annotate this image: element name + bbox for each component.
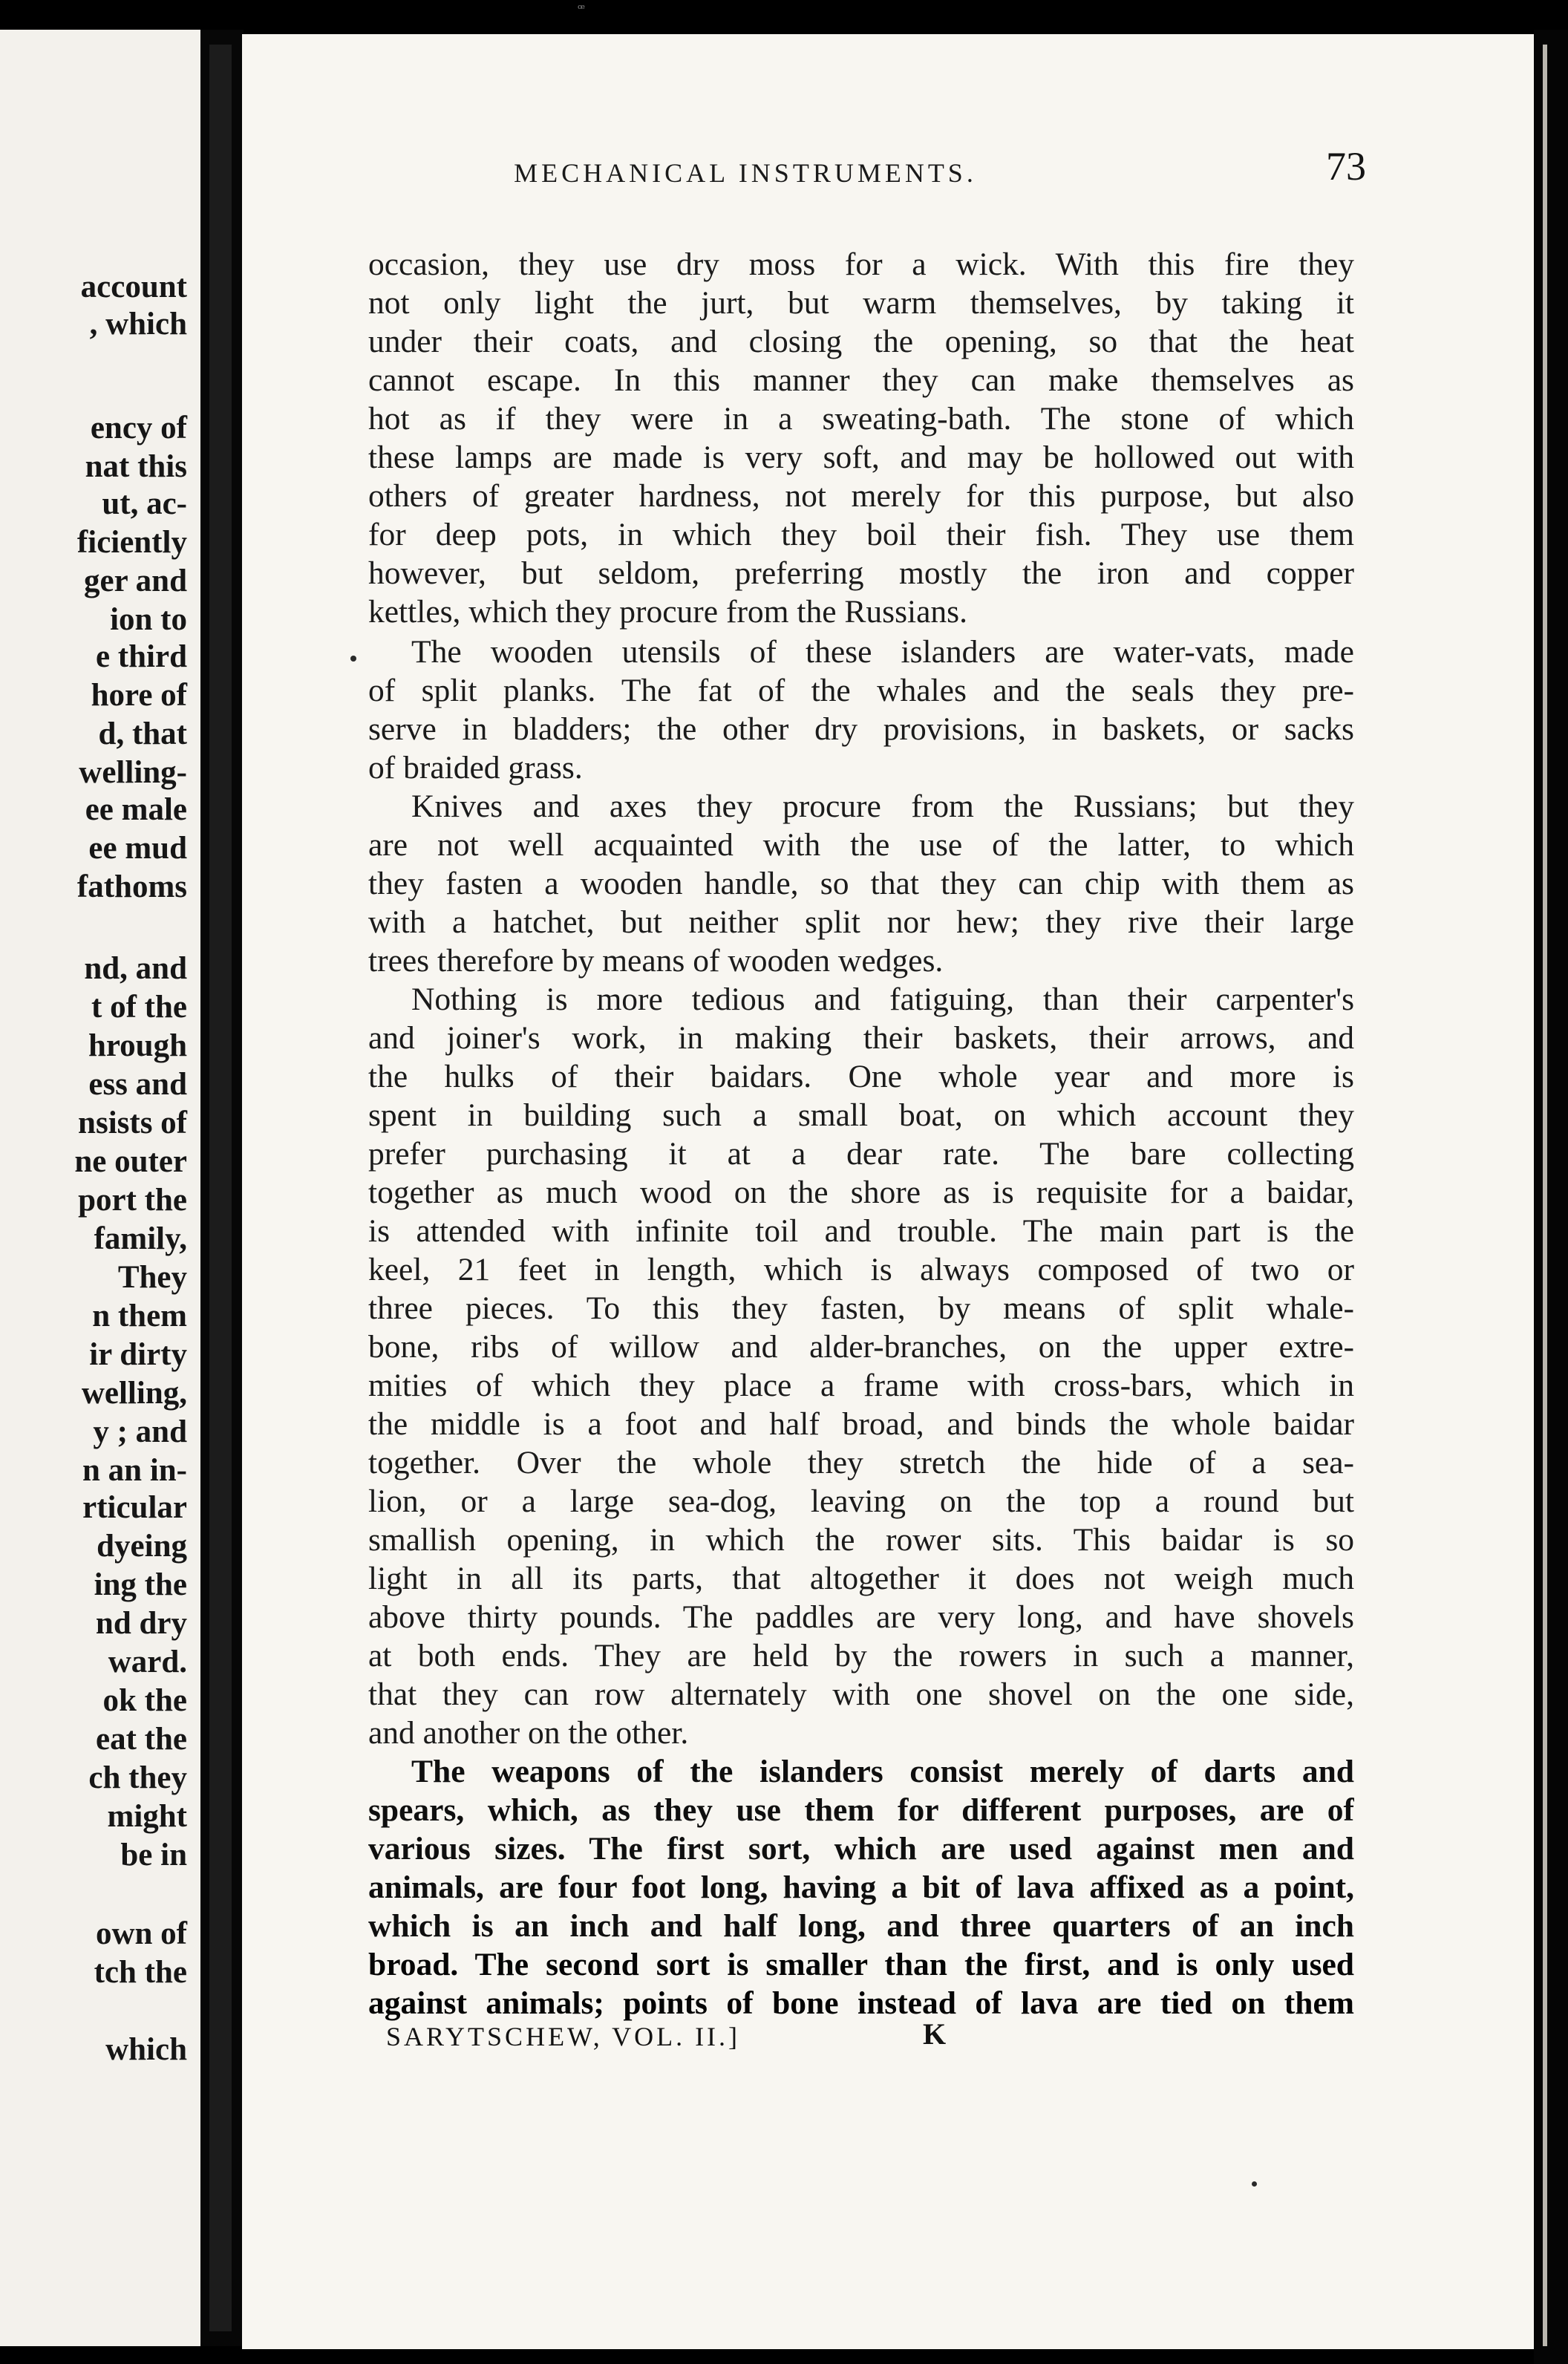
body-line: are not well acquainted with the use of the latter, to which: [368, 827, 1354, 863]
body-line: of braided grass.: [368, 750, 583, 786]
scan-artifact-mark: ꟹ: [578, 3, 585, 16]
paragraph-start: Knives and axes they procure from the Russians; but they: [411, 788, 1354, 824]
body-line: and joiner's work, in making their baskets, their arrows, and: [368, 1020, 1354, 1056]
body-line: others of greater hardness, not merely for this purpose, but also: [368, 478, 1354, 514]
left-fragment: ut, ac-: [102, 486, 187, 521]
left-fragment: t of the: [91, 990, 187, 1025]
page-edge-line: [1543, 45, 1547, 2346]
body-line: prefer purchasing it at a dear rate. The bare collecting: [368, 1136, 1354, 1172]
body-line: serve in bladders; the other dry provisions, in baskets, or sacks: [368, 711, 1354, 747]
left-fragment: nsists of: [78, 1106, 187, 1140]
body-line: these lamps are made is very soft, and may be hollowed out with: [368, 440, 1354, 475]
body-line: lion, or a large sea-dog, leaving on the top a round but: [368, 1483, 1354, 1519]
paragraph-start: The weapons of the islanders consist merely of darts and: [411, 1754, 1354, 1789]
left-fragment: welling,: [81, 1376, 187, 1411]
left-fragment: ee mud: [88, 831, 187, 866]
left-fragment: They: [117, 1260, 187, 1295]
left-fragment: be in: [120, 1838, 187, 1872]
body-line: hot as if they were in a sweating-bath. The stone of which: [368, 401, 1354, 437]
body-line: which is an inch and half long, and three quarters of an inch: [368, 1908, 1354, 1944]
left-fragment: hrough: [88, 1028, 187, 1063]
left-fragment: port the: [78, 1183, 187, 1218]
body-line: cannot escape. In this manner they can make themselves as: [368, 362, 1354, 398]
signature-line: SARYTSCHEW, VOL. II.]: [386, 2022, 741, 2051]
left-fragment: which: [105, 2032, 187, 2067]
body-line: keel, 21 feet in length, which is always composed of two or: [368, 1252, 1354, 1287]
body-line: three pieces. To this they fasten, by means of split whale-: [368, 1290, 1354, 1326]
left-fragment: welling-: [79, 755, 187, 790]
page-edge: [1534, 30, 1568, 2364]
left-fragment: hore of: [91, 678, 187, 713]
left-fragment: y ; and: [93, 1414, 187, 1449]
body-line: the middle is a foot and half broad, and binds the whole baidar: [368, 1406, 1354, 1442]
left-fragment: n an in-: [82, 1453, 187, 1488]
body-line: various sizes. The first sort, which are used against men and: [368, 1831, 1354, 1867]
left-fragment: d, that: [98, 716, 187, 751]
body-line: of split planks. The fat of the whales and the seals they pre-: [368, 673, 1354, 708]
page-number: 73: [1326, 144, 1366, 189]
body-line: however, but seldom, preferring mostly the iron and copper: [368, 555, 1354, 591]
body-line: occasion, they use dry moss for a wick. With this fire they: [368, 246, 1354, 282]
body-line: not only light the jurt, but warm themselves, by taking it: [368, 285, 1354, 321]
left-fragment: family,: [94, 1221, 187, 1256]
left-fragment: eat the: [96, 1722, 187, 1757]
body-line: the hulks of their baidars. One whole year and more is: [368, 1059, 1354, 1094]
left-fragment: nat this: [85, 449, 187, 484]
stray-dot: [1252, 2181, 1257, 2187]
gutter-shadow: [209, 45, 232, 2331]
body-line: together. Over the whole they stretch the hide of a sea-: [368, 1445, 1354, 1480]
body-line: spent in building such a small boat, on which account they: [368, 1097, 1354, 1133]
body-line: trees therefore by means of wooden wedges.: [368, 943, 944, 979]
left-fragment: ion to: [110, 602, 187, 637]
body-line: bone, ribs of willow and alder-branches, on the upper extre-: [368, 1329, 1354, 1365]
left-facing-page: [0, 30, 200, 2346]
left-fragment: ch they: [88, 1760, 187, 1795]
left-fragment: ger and: [84, 564, 187, 598]
body-line: smallish opening, in which the rower sits. This baidar is so: [368, 1522, 1354, 1558]
paragraph-start: The wooden utensils of these islanders are water-vats, made: [411, 634, 1354, 670]
body-line: broad. The second sort is smaller than the first, and is only used: [368, 1947, 1354, 1982]
body-line: they fasten a wooden handle, so that they can chip with them as: [368, 866, 1354, 901]
left-fragment: ficiently: [76, 525, 187, 560]
left-fragment: ess and: [88, 1067, 187, 1102]
body-line: under their coats, and closing the opening, so that the heat: [368, 324, 1354, 359]
left-fragment: ing the: [94, 1567, 187, 1602]
left-fragment: rticular: [82, 1490, 187, 1525]
body-line: and another on the other.: [368, 1715, 689, 1751]
left-fragment: , which: [89, 307, 187, 342]
left-fragment: ok the: [102, 1683, 187, 1718]
left-fragment: n them: [92, 1299, 187, 1333]
left-fragment: ward.: [108, 1645, 187, 1679]
left-fragment: ir dirty: [89, 1337, 187, 1372]
body-line: together as much wood on the shore as is requisite for a baidar,: [368, 1175, 1354, 1210]
body-line: kettles, which they procure from the Russians.: [368, 594, 967, 630]
left-fragment: own of: [95, 1916, 187, 1951]
body-line: with a hatchet, but neither split nor hew; they rive their large: [368, 904, 1354, 940]
left-fragment: ency of: [90, 411, 187, 445]
body-line: mities of which they place a frame with cross-bars, which in: [368, 1368, 1354, 1403]
left-fragment: e third: [95, 639, 187, 674]
body-line: against animals; points of bone instead of lava are tied on them: [368, 1985, 1354, 2021]
left-fragment: ee male: [85, 792, 187, 827]
body-line: spears, which, as they use them for different purposes, are of: [368, 1792, 1354, 1828]
left-fragment: nd dry: [95, 1606, 187, 1641]
body-line: is attended with infinite toil and trouble. The main part is the: [368, 1213, 1354, 1249]
left-fragment: account: [80, 270, 187, 304]
body-line: at both ends. They are held by the rowers in such a manner,: [368, 1638, 1354, 1674]
body-line: light in all its parts, that altogether it does not weigh much: [368, 1561, 1354, 1596]
stray-dot: [350, 656, 356, 662]
body-line: animals, are four foot long, having a bit of lava affixed as a point,: [368, 1870, 1354, 1905]
paragraph-start: Nothing is more tedious and fatiguing, than their carpenter's: [411, 982, 1354, 1017]
running-head: MECHANICAL INSTRUMENTS.: [514, 158, 977, 188]
body-line: for deep pots, in which they boil their fish. They use them: [368, 517, 1354, 552]
left-fragment: ne outer: [74, 1144, 187, 1179]
signature-mark: K: [923, 2017, 947, 2051]
body-line: above thirty pounds. The paddles are very long, and have shovels: [368, 1599, 1354, 1635]
left-fragment: might: [107, 1799, 187, 1834]
left-fragment: dyeing: [97, 1529, 187, 1564]
left-fragment: tch the: [94, 1955, 187, 1990]
body-line: that they can row alternately with one shovel on the one side,: [368, 1676, 1354, 1712]
left-fragment: fathoms: [76, 869, 187, 904]
left-fragment: nd, and: [84, 951, 187, 986]
